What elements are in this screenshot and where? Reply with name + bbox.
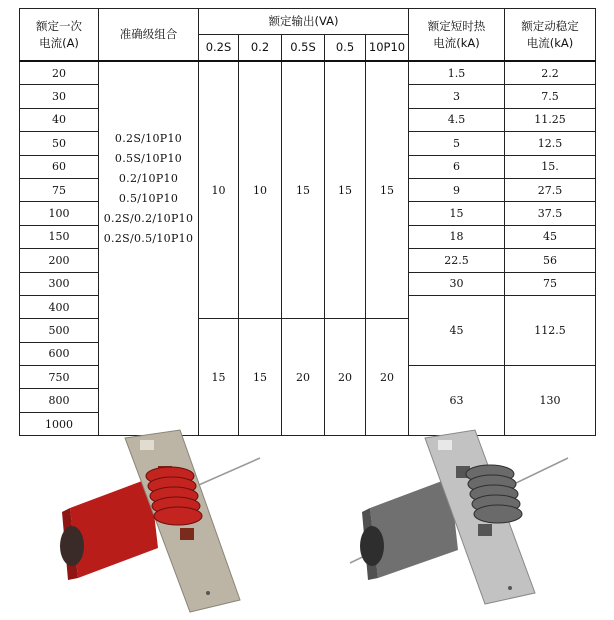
accuracy-combo-cell [99, 61, 199, 436]
current-cell: 750 [20, 366, 99, 389]
thermal-cell: 9 [409, 178, 505, 201]
current-cell: 500 [20, 319, 99, 342]
thermal-cell: 6 [409, 155, 505, 178]
combo-line: 0.2S/0.2/10P10 [103, 211, 194, 225]
output-cell: 20 [282, 319, 325, 436]
thermal-cell: 5 [409, 132, 505, 155]
current-cell: 30 [20, 85, 99, 108]
current-cell: 400 [20, 295, 99, 318]
current-cell: 600 [20, 342, 99, 365]
thermal-cell: 30 [409, 272, 505, 295]
thermal-cell: 45 [409, 295, 505, 365]
dynamic-cell: 75 [505, 272, 596, 295]
current-cell: 50 [20, 132, 99, 155]
output-cell: 15 [239, 319, 282, 436]
output-cell: 15 [282, 61, 325, 319]
dynamic-cell: 45 [505, 225, 596, 248]
dynamic-cell: 15. [505, 155, 596, 178]
current-cell: 100 [20, 202, 99, 225]
dynamic-cell: 27.5 [505, 178, 596, 201]
current-cell: 20 [20, 61, 99, 85]
output-class-header: 0.5 [325, 35, 366, 62]
current-cell: 75 [20, 178, 99, 201]
header-rated-output: 额定输出(VA) [199, 9, 409, 35]
thermal-cell: 3 [409, 85, 505, 108]
thermal-cell: 63 [409, 366, 505, 436]
current-cell: 200 [20, 249, 99, 272]
output-class-header: 0.5S [282, 35, 325, 62]
spec-table [19, 8, 596, 436]
thermal-cell: 22.5 [409, 249, 505, 272]
output-cell: 10 [199, 61, 239, 319]
dynamic-cell: 7.5 [505, 85, 596, 108]
thermal-cell: 4.5 [409, 108, 505, 131]
dynamic-cell: 12.5 [505, 132, 596, 155]
combo-line: 0.2/10P10 [118, 171, 179, 185]
dynamic-cell: 37.5 [505, 202, 596, 225]
header-thermal-current: 额定短时热 电流(kA) [409, 9, 505, 62]
combo-line: 0.5/10P10 [118, 191, 179, 205]
dynamic-cell: 2.2 [505, 61, 596, 85]
current-cell: 300 [20, 272, 99, 295]
output-class-header: 10P10 [366, 35, 409, 62]
current-cell: 60 [20, 155, 99, 178]
output-cell: 15 [366, 61, 409, 319]
output-cell: 15 [325, 61, 366, 319]
header-primary-current: 额定一次 电流(A) [20, 9, 99, 62]
header-accuracy-combo: 准确级组合 [99, 9, 199, 62]
current-cell: 1000 [20, 412, 99, 435]
combo-line: 0.5S/10P10 [114, 151, 183, 165]
combo-line: 0.2S/10P10 [114, 131, 183, 145]
dynamic-cell: 112.5 [505, 295, 596, 365]
thermal-cell: 15 [409, 202, 505, 225]
combo-line: 0.2S/0.5/10P10 [103, 231, 194, 245]
output-cell: 15 [199, 319, 239, 436]
output-class-header: 0.2 [239, 35, 282, 62]
output-cell: 20 [366, 319, 409, 436]
header-dynamic-current: 额定动稳定 电流(kA) [505, 9, 596, 62]
current-transformer-gray-photo [340, 428, 580, 613]
dynamic-cell: 130 [505, 366, 596, 436]
current-cell: 800 [20, 389, 99, 412]
thermal-cell: 1.5 [409, 61, 505, 85]
current-cell: 40 [20, 108, 99, 131]
output-cell: 20 [325, 319, 366, 436]
output-cell: 10 [239, 61, 282, 319]
current-transformer-red-photo [40, 428, 270, 613]
dynamic-cell: 11.25 [505, 108, 596, 131]
output-class-header: 0.2S [199, 35, 239, 62]
thermal-cell: 18 [409, 225, 505, 248]
current-cell: 150 [20, 225, 99, 248]
dynamic-cell: 56 [505, 249, 596, 272]
